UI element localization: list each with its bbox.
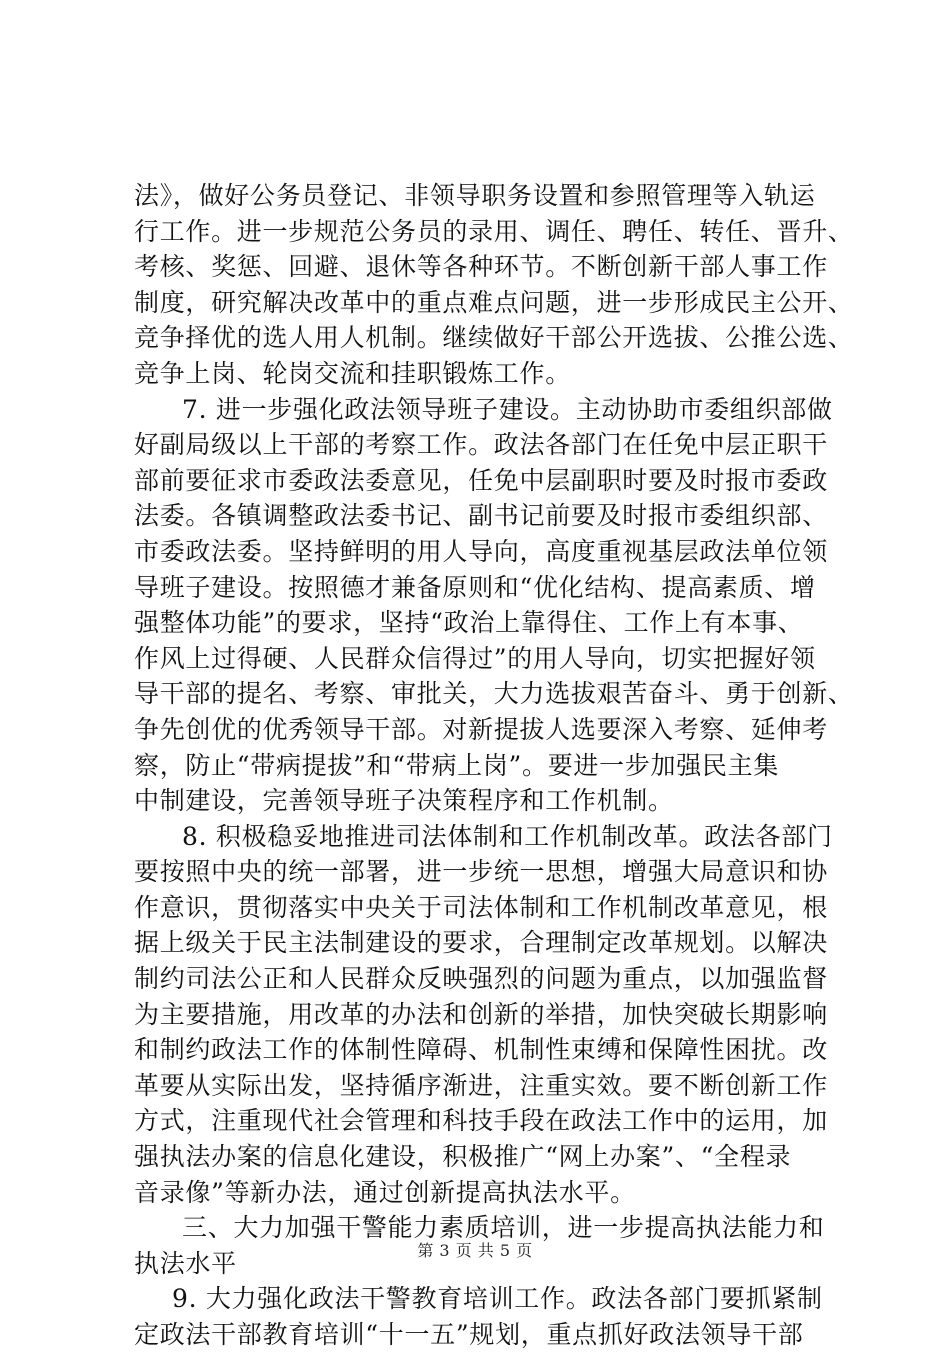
text-line: 为主要措施，用改革的办法和创新的举措，加快突破长期影响 (134, 999, 828, 1029)
text-line: 作风上过得硬、人民群众信得过”的用人导向，切实把握好领 (134, 643, 816, 673)
text-line: 强整体功能”的要求，坚持“政治上靠得住、工作上有本事、 (134, 608, 804, 638)
page-footer: 第 3 页 共 5 页 (417, 1241, 533, 1260)
text-line: 竞争择优的选人用人机制。继续做好干部公开选拔、公推公选、 (134, 323, 854, 353)
text-line: 导干部的提名、考察、审批关，大力选拔艰苦奋斗、勇于创新、 (134, 679, 854, 709)
text-line: 定政法干部教育培训“十一五”规划，重点抓好政法领导干部 (134, 1320, 804, 1349)
text-line: 导班子建设。按照德才兼备原则和“优化结构、提高素质、增 (134, 572, 816, 602)
text-line: 部前要征求市委政法委意见，任免中层副职时要及时报市委政 (134, 465, 828, 495)
text-line: 考核、奖惩、回避、退休等各种环节。不断创新干部人事工作 (134, 252, 828, 282)
paragraph-7-start: 7. 进一步强化政法领导班子建设。主动协助市委组织部做 (182, 394, 833, 424)
text-line: 方式，注重现代社会管理和科技手段在政法工作中的运用，加 (134, 1106, 828, 1136)
text-line: 和制约政法工作的体制性障碍、机制性束缚和保障性困扰。改 (134, 1035, 828, 1065)
text-line: 强执法办案的信息化建设，积极推广“网上办案”、“全程录 (134, 1142, 792, 1172)
body-text (134, 178, 854, 1353)
paragraph-8-start: 8. 积极稳妥地推进司法体制和工作机制改革。政法各部门 (182, 821, 833, 851)
text-line: 法》，做好公务员登记、非领导职务设置和参照管理等入轨运 (134, 181, 816, 210)
text-line: 行工作。进一步规范公务员的录用、调任、聘任、转任、晋升、 (134, 216, 854, 246)
text-line: 据上级关于民主法制建设的要求，合理制定改革规划。以解决 (134, 928, 828, 958)
section-heading: 三、大力加强干警能力素质培训，进一步提高执法能力和 (182, 1213, 825, 1243)
text-line: 革要从实际出发，坚持循序渐进，注重实效。要不断创新工作 (134, 1070, 828, 1100)
text-line: 察，防止“带病提拔”和“带病上岗”。要进一步加强民主集 (134, 750, 780, 780)
text-line: 要按照中央的统一部署，进一步统一思想，增强大局意识和协 (134, 857, 828, 887)
section-heading-continued: 执法水平 (134, 1248, 237, 1278)
text-line: 争先创优的优秀领导干部。对新提拔人选要深入考察、延伸考 (134, 714, 828, 744)
text-line: 中制建设，完善领导班子决策程序和工作机制。 (134, 786, 674, 816)
text-line: 制度，研究解决改革中的重点难点问题，进一步形成民主公开、 (134, 287, 854, 317)
text-line: 作意识，贯彻落实中央关于司法体制和工作机制改革意见，根 (134, 892, 828, 922)
text-line: 好副局级以上干部的考察工作。政法各部门在任免中层正职干 (134, 430, 828, 460)
text-line: 市委政法委。坚持鲜明的用人导向，高度重视基层政法单位领 (134, 536, 828, 566)
text-line: 法委。各镇调整政法委书记、副书记前要及时报市委组织部、 (134, 501, 828, 531)
text-line: 音录像”等新办法，通过创新提高执法水平。 (134, 1177, 636, 1207)
paragraph-9-start: 9. 大力强化政法干警教育培训工作。政法各部门要抓紧制 (172, 1284, 823, 1314)
text-line: 竞争上岗、轮岗交流和挂职锻炼工作。 (134, 358, 571, 388)
text-line: 制约司法公正和人民群众反映强烈的问题为重点，以加强监督 (134, 964, 828, 994)
